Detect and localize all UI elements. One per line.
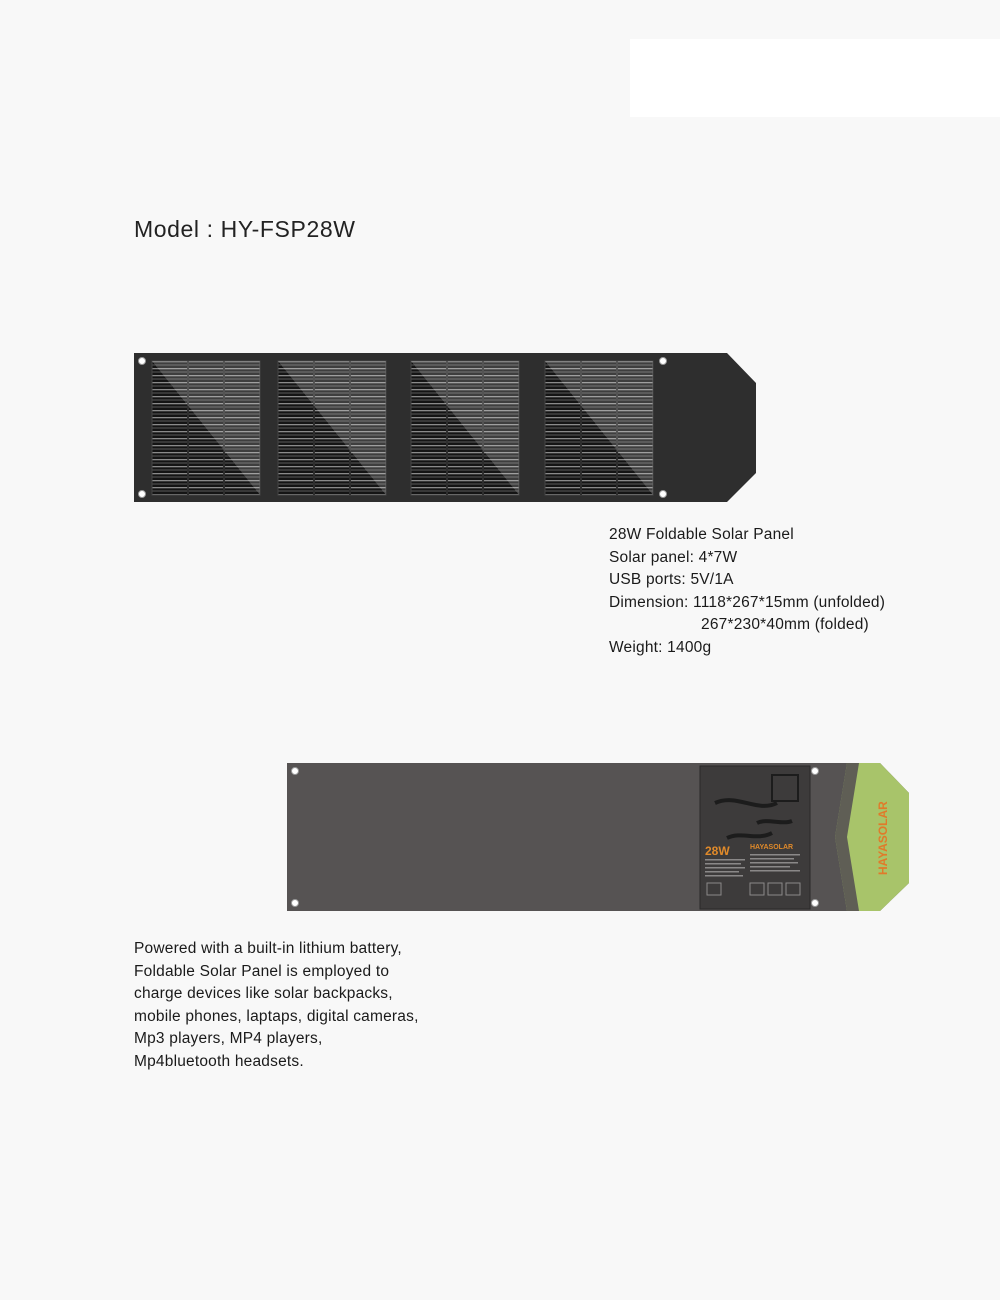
- folded-solar-panel-image: [287, 763, 911, 913]
- label-pocket: [700, 766, 810, 909]
- solar-cell-2: [278, 361, 386, 495]
- description-line: Powered with a built-in lithium battery,: [134, 940, 402, 957]
- spec-line: 28W Foldable Solar Panel: [609, 526, 794, 543]
- spec-line: 267*230*40mm (folded): [701, 616, 869, 633]
- description-line: charge devices like solar backpacks,: [134, 985, 393, 1002]
- product-description: [134, 938, 474, 1073]
- solar-cell-1: [152, 361, 260, 495]
- description-line: Mp3 players, MP4 players,: [134, 1030, 323, 1047]
- description-line: Foldable Solar Panel is employed to: [134, 962, 390, 980]
- header-blank-box: [630, 39, 1000, 117]
- panel-body: [287, 763, 909, 911]
- spec-line: Dimension: 1118*267*15mm (unfolded): [609, 593, 886, 611]
- unfolded-solar-panel-image: [134, 353, 758, 503]
- description-line: mobile phones, laptaps, digital cameras,: [134, 1007, 419, 1025]
- spec-line: USB ports: 5V/1A: [609, 571, 734, 588]
- spec-list: [609, 524, 885, 659]
- description-line: Mp4bluetooth headsets.: [134, 1052, 304, 1070]
- brand-vertical-label: HAYASOLAR: [876, 801, 890, 875]
- spec-line: Weight: 1400g: [609, 638, 712, 656]
- solar-cell-3: [411, 361, 519, 495]
- spec-line: Solar panel: 4*7W: [609, 548, 738, 566]
- solar-cell-4: [545, 361, 653, 495]
- brand-label: HAYASOLAR: [750, 844, 794, 851]
- page-title: Model : HY-FSP28W: [134, 216, 356, 242]
- power-label: 28W: [705, 844, 730, 858]
